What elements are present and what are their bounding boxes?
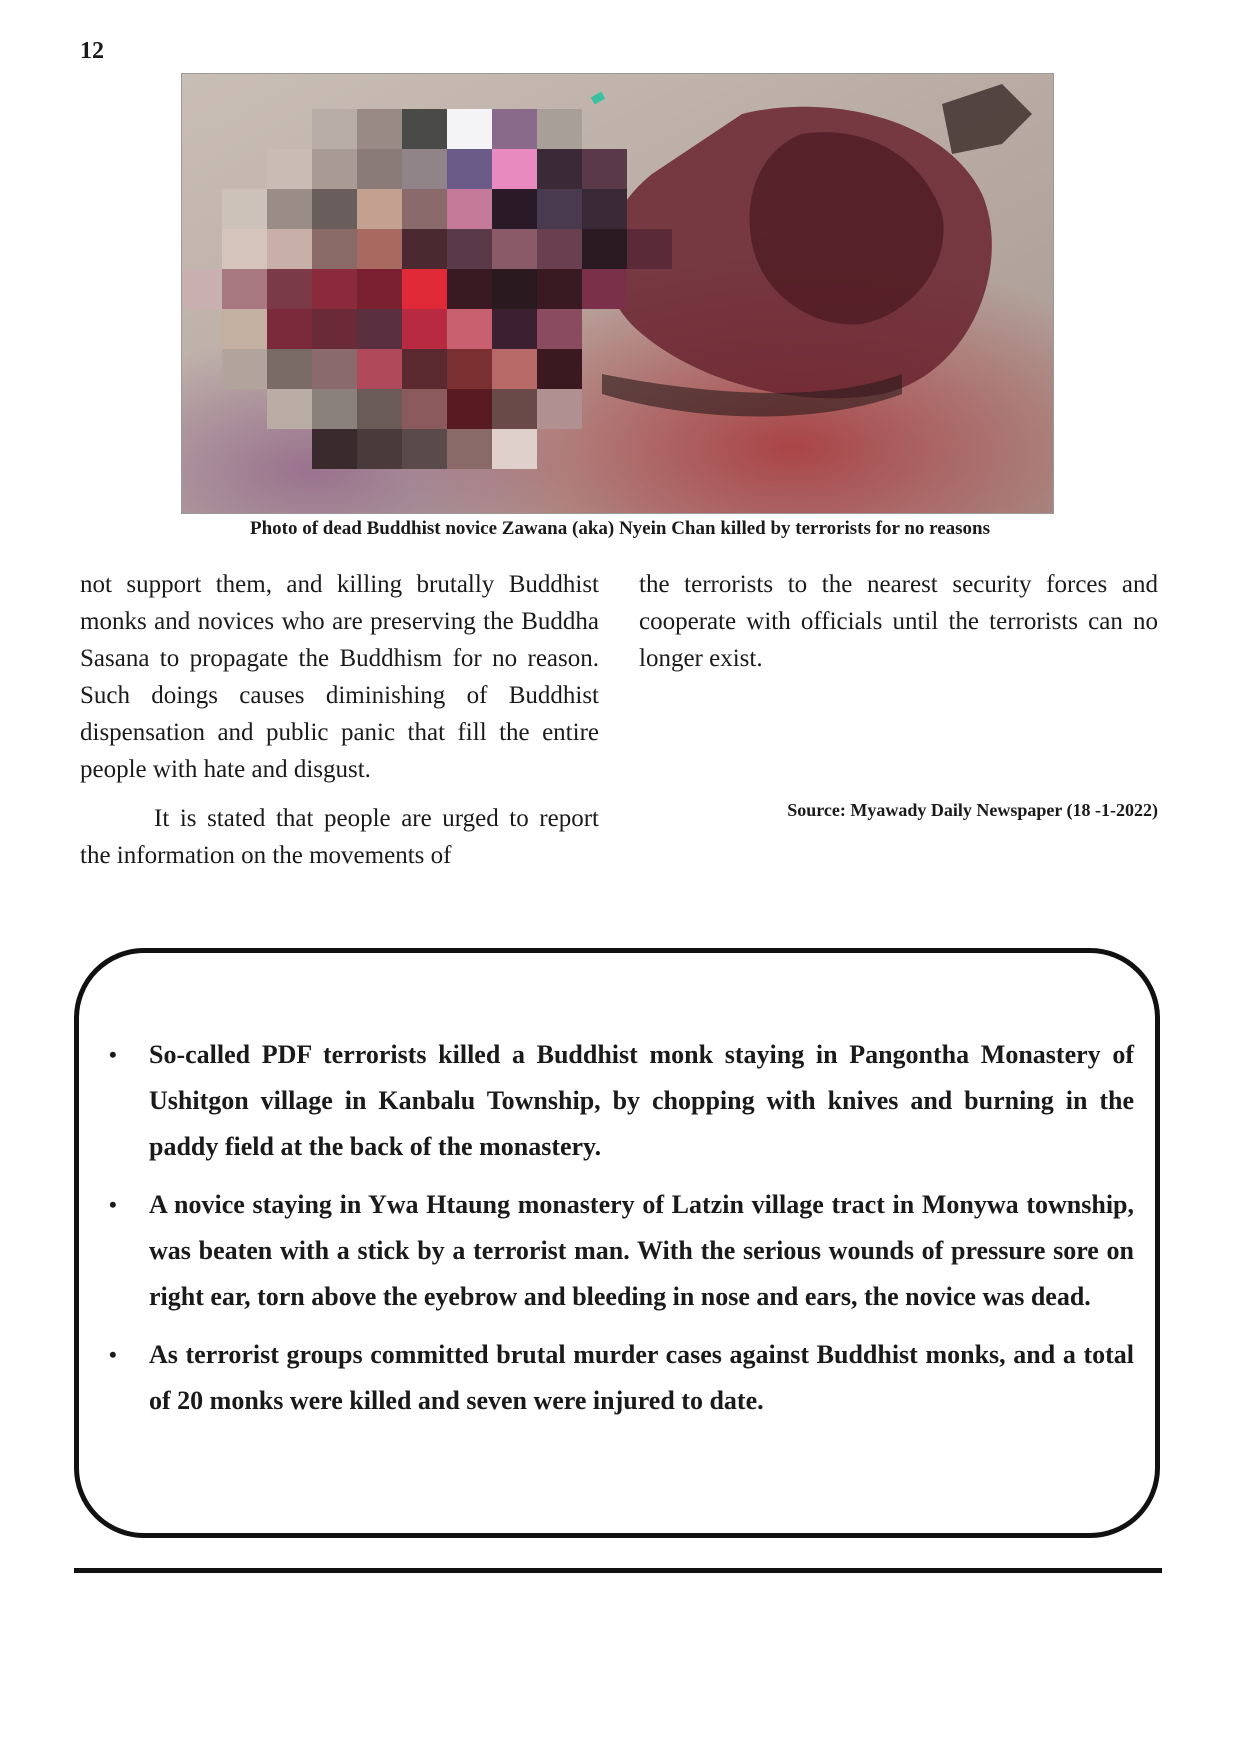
summary-item	[109, 1032, 1134, 1170]
bullet-icon: •	[109, 1042, 117, 1067]
summary-list	[109, 1032, 1134, 1436]
summary-item	[109, 1332, 1134, 1424]
pixelated-photo-image	[182, 74, 1053, 513]
summary-item-text: So-called PDF terrorists killed a Buddhist monk staying in Pangontha Monastery of Ushitgon village in Kanbalu Township, by chopping with knives and burning in the paddy field at the back of the monastery.	[149, 1040, 1134, 1161]
page-number: 12	[80, 38, 104, 64]
summary-item	[109, 1182, 1134, 1320]
summary-box	[74, 948, 1160, 1538]
article-paragraph: the terrorists to the nearest security forces and cooperate with officials until the terrorists can no longer exist.	[639, 571, 1158, 672]
summary-item-text: As terrorist groups committed brutal murder cases against Buddhist monks, and a total of 20 monks were killed and seven were injured to date.	[149, 1340, 1134, 1415]
article-left-column	[80, 566, 599, 874]
article-paragraph: It is stated that people are urged to report the information on the movements of	[80, 805, 599, 869]
bullet-icon: •	[109, 1342, 117, 1367]
bullet-icon: •	[109, 1192, 117, 1217]
summary-item-text: A novice staying in Ywa Htaung monastery of Latzin village tract in Monywa township, was beaten with a stick by a terrorist man. With the serious wounds of pressure sore on right ear, torn above the eyebrow and bleeding in nose and ears, the novice was dead.	[149, 1190, 1134, 1311]
source-citation: Source: Myawady Daily Newspaper (18 -1-2022)	[787, 800, 1158, 820]
article-paragraph: not support them, and killing brutally Buddhist monks and novices who are preserving the Buddha Sasana to propagate the Buddhism for no reason. Such doings causes diminishing of Buddhist dispensation and public panic that fill the entire people with hate and disgust.	[80, 571, 599, 783]
news-photo	[181, 73, 1054, 514]
horizontal-rule	[74, 1568, 1162, 1573]
photo-caption: Photo of dead Buddhist novice Zawana (aka) Nyein Chan killed by terrorists for no reasons	[249, 518, 991, 539]
article-right-column	[639, 566, 1158, 677]
